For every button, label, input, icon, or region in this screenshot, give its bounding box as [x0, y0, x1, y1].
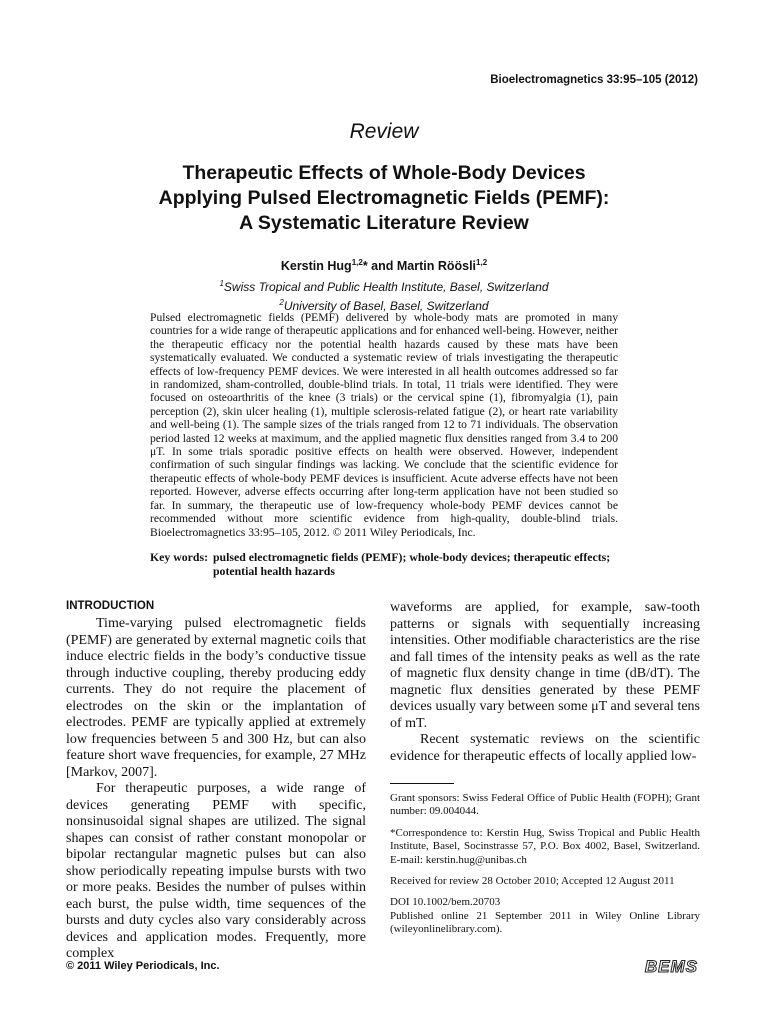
- affiliations: [0, 276, 768, 314]
- left-column: [66, 600, 366, 963]
- footnote-received: Received for review 28 October 2010; Accepted 12 August 2011: [390, 875, 675, 888]
- section-label: Review: [349, 120, 419, 143]
- author-conjunction: and: [367, 259, 397, 274]
- body-paragraph: waveforms are applied, for example, saw-tooth patterns or signals with sequentially increasing intensities. Other modifiable characteristics are the rise and fall times of the intensity peaks as well as the rate of magnetic flux density change in time (dB/dT). The magnetic flux densities generated by these PEMF devices usually vary between some μT and several tens of mT.: [390, 600, 700, 731]
- bems-logo: BEMS: [644, 957, 698, 976]
- body-paragraph: For therapeutic purposes, a wide range of devices generating PEMF with specific, nonsinusoidal signal shapes are utilized. The signal shapes can consist of rather constant monopolar or bipolar rectangular magnetic pulses but can also show periodically repeating impulse bursts with two or more peaks. Besides the number of pulses within each burst, the pulse width, time sequences of the bursts and duty cycles also vary considerably across devices and application modes. Frequently, more complex: [66, 781, 366, 961]
- copyright-notice: © 2011 Wiley Periodicals, Inc.: [66, 960, 220, 972]
- body-paragraph: Time-varying pulsed electromagnetic fields (PEMF) are generated by external magnetic coils that induce electric fields in the body’s conductive tissue through inductive coupling, thereby producing eddy currents. They do not require the placement of electrodes on the skin or the implantation of electrodes. PEMF are typically applied at extremely low frequencies between 5 and 300 Hz, but can also feature short wave frequencies, for example, 27 MHz [Markov, 2007].: [66, 616, 366, 780]
- author-name: Martin Röösli: [396, 259, 477, 274]
- title-line-3: A Systematic Literature Review: [239, 212, 529, 234]
- affiliation-marker: 1: [219, 279, 224, 288]
- footnote-published: Published online 21 September 2011 in Wiley Online Library (wileyonlinelibrary.com).: [390, 909, 700, 936]
- author-name: Kerstin Hug: [280, 259, 352, 274]
- author-affiliation-marker: 1,2: [351, 258, 363, 267]
- footnote-divider: [390, 783, 454, 784]
- body-paragraph: Recent systematic reviews on the scientific evidence for therapeutic effects of locally applied low-: [390, 732, 700, 764]
- journal-reference: Bioelectromagnetics 33:95–105 (2012): [490, 74, 698, 86]
- affiliation-text: Swiss Tropical and Public Health Institute, Basel, Switzerland: [223, 280, 549, 294]
- abstract-text: Pulsed electromagnetic fields (PEMF) delivered by whole-body mats are promoted in many countries for a wide range of therapeutic applications and for enhanced well-being. However, neither the therapeutic efficacy nor the potential health hazards caused by these mats have been systematically evaluated. We conducted a systematic review of trials investigating the therapeutic effects of low-frequency PEMF devices. We were interested in all health outcomes addressed so far in randomized, sham-controlled, double-blind trials. In total, 11 trials were identified. They were focused on osteoarthritis of the knee (3 trials) or the cervical spine (1), fibromyalgia (1), pain perception (2), skin ulcer healing (1), multiple sclerosis-related fatigue (2), or heart rate variability and well-being (1). The sample sizes of the trials ranged from 12 to 71 individuals. The observation period lasted 12 weeks at maximum, and the applied magnetic flux densities ranged from 3.4 to 200 μT. In some trials sporadic positive effects on health were observed. However, independent confirmation of such singular findings was lacking. We conclude that the scientific evidence for therapeutic effects of whole-body PEMF devices is insufficient. Acute adverse effects have not been reported. However, adverse effects occurring after long-term application have not been studied so far. In summary, the therapeutic use of low-frequency whole-body PEMF devices cannot be recommended without more scientific evidence from high-quality, double-blind trials. Bioelectromagnetics 33:95–105, 2012. © 2011 Wiley Periodicals, Inc.: [150, 311, 618, 539]
- corresponding-mark: *: [362, 259, 368, 274]
- abstract: [150, 311, 618, 539]
- article-title: [90, 161, 678, 236]
- keywords-text: pulsed electromagnetic fields (PEMF); whole-body devices; therapeutic effects; potential health hazards: [213, 550, 611, 578]
- title-line-2: Applying Pulsed Electromagnetic Fields (PEMF):: [158, 187, 610, 209]
- footnote-doi: DOI 10.1002/bem.20703: [390, 896, 501, 909]
- affiliation-marker: 2: [279, 298, 284, 307]
- author-affiliation-marker: 1,2: [476, 258, 488, 267]
- footnote-correspondence: *Correspondence to: Kerstin Hug, Swiss Tropical and Public Health Institute, Basel, Socinstrasse 57, P.O. Box 4002, Basel, Switzerland. E-mail: kerstin.hug@unibas.ch: [390, 826, 700, 866]
- title-line-1: Therapeutic Effects of Whole-Body Devices: [182, 162, 586, 184]
- footnote-grant: Grant sponsors: Swiss Federal Office of Public Health (FOPH); Grant number: 09.004044.: [390, 792, 700, 818]
- author-list: [0, 258, 768, 273]
- affiliation-line: [0, 276, 768, 295]
- affiliation-text: University of Basel, Basel, Switzerland: [283, 299, 489, 313]
- right-column: [390, 600, 700, 945]
- keywords-label: Key words:: [150, 550, 208, 564]
- keywords: [150, 550, 618, 578]
- section-heading: INTRODUCTION: [66, 600, 155, 612]
